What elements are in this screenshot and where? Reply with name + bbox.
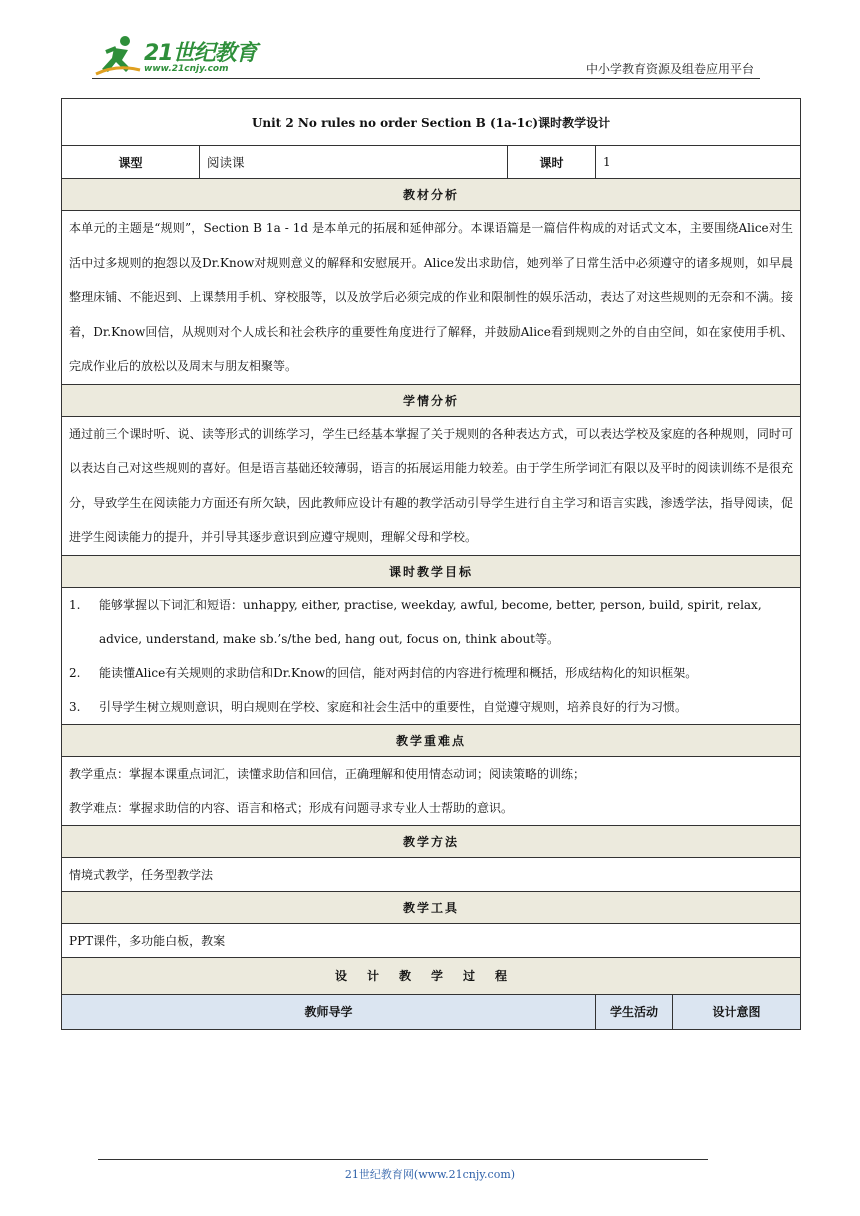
key-points-text [62, 756, 801, 825]
method-heading: 教学方法 [62, 825, 801, 857]
student-analysis-text: 通过前三个课时听、说、读等形式的训练学习，学生已经基本掌握了关于规则的各种表达方式，可以表达学校及家庭的各种规则，同时可以表达自己对这些规则的喜好。但是语言基础还较薄弱，语言的拓展运用能力较差。由于学生所学词汇有限以及平时的阅读训练不是很充分，导致学生在阅读能力方面还有所欠缺，因此教师应设计有趣的教学活动引导学生进行自主学习和语言实践，渗透学法，指导阅读，促进学生阅读能力的提升，并引导其逐步意识到应遵守规则，理解父母和学校。 [62, 416, 801, 555]
tools-text: PPT课件，多功能白板，教案 [62, 923, 801, 957]
footer-divider [98, 1159, 708, 1160]
goals-list [62, 587, 801, 724]
goal-item: 3. 引导学生树立规则意识，明白规则在学校、家庭和社会生活中的重要性，自觉遵守规则，培养良好的行为习惯。 [69, 699, 688, 714]
logo-url: www.21cnjy.com [144, 64, 229, 74]
site-logo [92, 34, 262, 78]
type-value: 阅读课 [200, 146, 508, 179]
key-points-heading: 教学重难点 [62, 724, 801, 756]
material-analysis-heading: 教材分析 [62, 179, 801, 211]
goal-item: 1. 能够掌握以下词汇和短语：unhappy, either, practise, weekday, awful, become, better, person, build, spirit, relax, [69, 597, 762, 612]
goal-item: 2. 能读懂Alice有关规则的求助信和Dr.Know的回信，能对两封信的内容进行梳理和概括，形成结构化的知识框架。 [69, 665, 698, 680]
key-point: 教学重点：掌握本课重点词汇，读懂求助信和回信，正确理解和使用情态动词；阅读策略的训练； [69, 766, 586, 781]
type-label: 课型 [62, 146, 200, 179]
page-footer: 21世纪教育网(www.21cnjy.com) [344, 1168, 516, 1181]
material-analysis-text: 本单元的主题是“规则”，Section B 1a - 1d 是本单元的拓展和延伸部分。本课语篇是一篇信件构成的对话式文本，主要围绕Alice对生活中过多规则的抱怨以及Dr.Know对规则意义的解释和安慰展开。Alice发出求助信，她列举了日常生活中必须遵守的诸多规则，如早晨整理床铺、不能迟到、上课禁用手机、穿校服等，以及放学后必须完成的作业和限制性的娱乐活动，表达了对这些规则的无奈和不满。接着，Dr.Know回信，从规则对个人成长和社会秩序的重要性角度进行了解释，并鼓励Alice看到规则之外的自由空间，如在家使用手机、完成作业后的放松以及周末与朋友相聚等。 [62, 211, 801, 385]
tools-heading: 教学工具 [62, 891, 801, 923]
difficult-point: 教学难点：掌握求助信的内容、语言和格式；形成有问题寻求专业人士帮助的意识。 [69, 800, 514, 815]
process-heading: 设计教学过程 [62, 957, 801, 994]
goal-item-continuation: advice, understand, make sb.’s/the bed, hang out, focus on, think about等。 [99, 631, 560, 646]
period-label: 课时 [508, 146, 596, 179]
header-divider [92, 78, 760, 79]
goals-heading: 课时教学目标 [62, 555, 801, 587]
method-text: 情境式教学，任务型教学法 [62, 857, 801, 891]
teacher-guide-header: 教师导学 [62, 994, 596, 1029]
student-activity-header: 学生活动 [596, 994, 673, 1029]
platform-name: 中小学教育资源及组卷应用平台 [585, 62, 754, 76]
lesson-plan-table [61, 98, 801, 1030]
student-analysis-heading: 学情分析 [62, 384, 801, 416]
period-value: 1 [596, 146, 801, 179]
design-intent-header: 设计意图 [673, 994, 801, 1029]
runner-icon [92, 34, 142, 78]
document-title: Unit 2 No rules no order Section B (1a-1c)课时教学设计 [62, 99, 801, 146]
logo-text: 21世纪教育 [144, 41, 257, 66]
page-header [92, 30, 760, 80]
